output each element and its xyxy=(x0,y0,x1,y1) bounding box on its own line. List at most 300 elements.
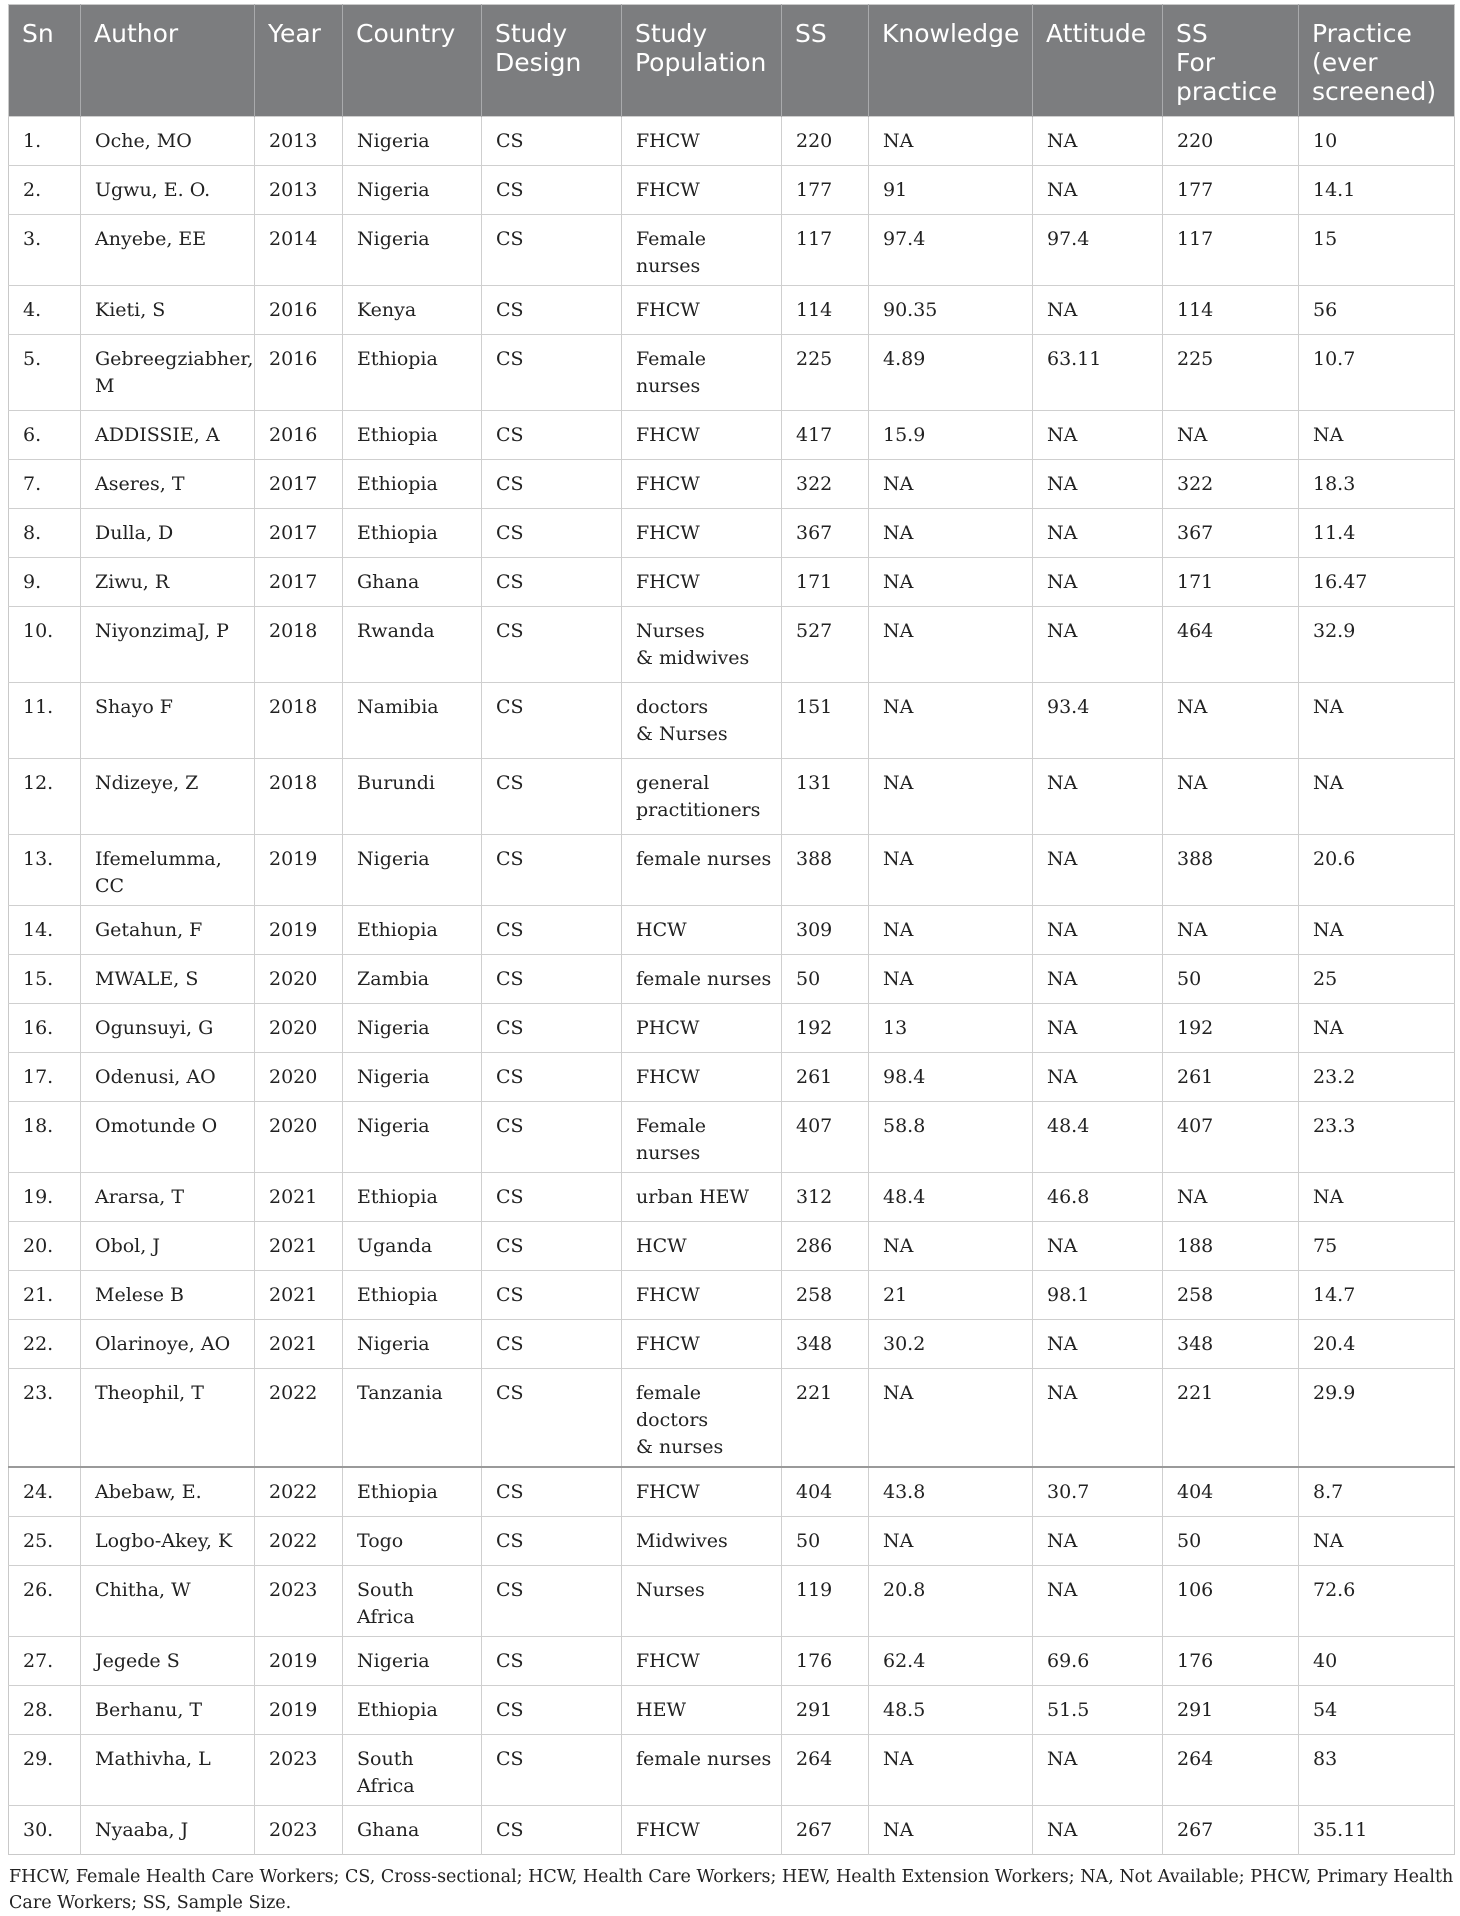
cell-author: MWALE, S xyxy=(81,955,255,1004)
cell-study-population: FHCW xyxy=(622,460,782,509)
cell-sn: 13. xyxy=(9,835,81,906)
cell-author: Kieti, S xyxy=(81,286,255,335)
cell-ss-for-practice: 50 xyxy=(1163,1517,1299,1566)
cell-ss-for-practice: 221 xyxy=(1163,1369,1299,1468)
cell-country: Nigeria xyxy=(343,166,482,215)
header-knowledge: Knowledge xyxy=(869,5,1033,117)
cell-study-design: CS xyxy=(482,835,622,906)
header-country: Country xyxy=(343,5,482,117)
cell-attitude: NA xyxy=(1033,558,1163,607)
header-practice: Practice (ever screened) xyxy=(1299,5,1455,117)
cell-ss-for-practice: 225 xyxy=(1163,335,1299,411)
cell-ss: 407 xyxy=(782,1102,869,1173)
cell-ss-for-practice: 261 xyxy=(1163,1053,1299,1102)
cell-author: Gebreegziabher, M xyxy=(81,335,255,411)
cell-study-design: CS xyxy=(482,335,622,411)
cell-attitude: NA xyxy=(1033,411,1163,460)
cell-attitude: NA xyxy=(1033,286,1163,335)
cell-country: South Africa xyxy=(343,1735,482,1806)
table-row xyxy=(9,1222,1455,1271)
cell-year: 2023 xyxy=(255,1806,343,1855)
cell-study-design: CS xyxy=(482,1173,622,1222)
table-row xyxy=(9,1566,1455,1637)
cell-study-design: CS xyxy=(482,759,622,835)
cell-ss-for-practice: NA xyxy=(1163,759,1299,835)
cell-ss: 50 xyxy=(782,955,869,1004)
cell-sn: 28. xyxy=(9,1686,81,1735)
cell-attitude: NA xyxy=(1033,117,1163,166)
cell-sn: 6. xyxy=(9,411,81,460)
cell-ss-for-practice: 388 xyxy=(1163,835,1299,906)
cell-practice: 23.2 xyxy=(1299,1053,1455,1102)
cell-author: Jegede S xyxy=(81,1637,255,1686)
table-row xyxy=(9,1271,1455,1320)
cell-author: Ziwu, R xyxy=(81,558,255,607)
cell-knowledge: NA xyxy=(869,1369,1033,1468)
cell-attitude: 69.6 xyxy=(1033,1637,1163,1686)
cell-ss-for-practice: 192 xyxy=(1163,1004,1299,1053)
cell-study-population: FHCW xyxy=(622,411,782,460)
cell-study-design: CS xyxy=(482,1004,622,1053)
cell-author: Olarinoye, AO xyxy=(81,1320,255,1369)
cell-country: Ethiopia xyxy=(343,1271,482,1320)
cell-knowledge: 15.9 xyxy=(869,411,1033,460)
cell-study-population: Midwives xyxy=(622,1517,782,1566)
cell-attitude: NA xyxy=(1033,1735,1163,1806)
cell-author: Odenusi, AO xyxy=(81,1053,255,1102)
cell-country: Nigeria xyxy=(343,1320,482,1369)
cell-ss: 192 xyxy=(782,1004,869,1053)
cell-author: Nyaaba, J xyxy=(81,1806,255,1855)
cell-author: Abebaw, E. xyxy=(81,1467,255,1517)
cell-attitude: NA xyxy=(1033,509,1163,558)
cell-country: Ethiopia xyxy=(343,1467,482,1517)
header-sn: Sn xyxy=(9,5,81,117)
cell-country: Burundi xyxy=(343,759,482,835)
cell-study-design: CS xyxy=(482,1566,622,1637)
cell-knowledge: 21 xyxy=(869,1271,1033,1320)
cell-author: ADDISSIE, A xyxy=(81,411,255,460)
cell-study-design: CS xyxy=(482,906,622,955)
cell-knowledge: 58.8 xyxy=(869,1102,1033,1173)
cell-study-design: CS xyxy=(482,509,622,558)
cell-ss: 264 xyxy=(782,1735,869,1806)
cell-year: 2016 xyxy=(255,286,343,335)
cell-ss-for-practice: 106 xyxy=(1163,1566,1299,1637)
header-ss: SS xyxy=(782,5,869,117)
cell-study-population: HCW xyxy=(622,906,782,955)
cell-knowledge: 48.5 xyxy=(869,1686,1033,1735)
cell-author: Ogunsuyi, G xyxy=(81,1004,255,1053)
cell-author: Getahun, F xyxy=(81,906,255,955)
cell-practice: 11.4 xyxy=(1299,509,1455,558)
cell-ss: 291 xyxy=(782,1686,869,1735)
cell-country: Ghana xyxy=(343,1806,482,1855)
cell-knowledge: 91 xyxy=(869,166,1033,215)
cell-ss-for-practice: 171 xyxy=(1163,558,1299,607)
cell-study-design: CS xyxy=(482,1467,622,1517)
cell-year: 2022 xyxy=(255,1467,343,1517)
cell-practice: NA xyxy=(1299,683,1455,759)
cell-ss: 367 xyxy=(782,509,869,558)
cell-attitude: 63.11 xyxy=(1033,335,1163,411)
cell-practice: 16.47 xyxy=(1299,558,1455,607)
table-row xyxy=(9,215,1455,286)
table-row xyxy=(9,759,1455,835)
header-ss-for-practice: SS For practice xyxy=(1163,5,1299,117)
cell-study-population: FHCW xyxy=(622,1053,782,1102)
cell-sn: 14. xyxy=(9,906,81,955)
cell-practice: NA xyxy=(1299,1173,1455,1222)
cell-year: 2013 xyxy=(255,166,343,215)
cell-author: Omotunde O xyxy=(81,1102,255,1173)
table-body xyxy=(9,117,1455,1855)
cell-practice: 29.9 xyxy=(1299,1369,1455,1468)
cell-ss: 177 xyxy=(782,166,869,215)
cell-study-design: CS xyxy=(482,1517,622,1566)
cell-study-design: CS xyxy=(482,166,622,215)
cell-attitude: NA xyxy=(1033,1053,1163,1102)
cell-ss-for-practice: 117 xyxy=(1163,215,1299,286)
cell-author: Ararsa, T xyxy=(81,1173,255,1222)
cell-country: South Africa xyxy=(343,1566,482,1637)
table-row xyxy=(9,1686,1455,1735)
cell-year: 2017 xyxy=(255,460,343,509)
cell-practice: 32.9 xyxy=(1299,607,1455,683)
cell-sn: 17. xyxy=(9,1053,81,1102)
cell-sn: 25. xyxy=(9,1517,81,1566)
cell-practice: 72.6 xyxy=(1299,1566,1455,1637)
cell-study-design: CS xyxy=(482,683,622,759)
cell-study-population: female nurses xyxy=(622,1735,782,1806)
cell-ss: 119 xyxy=(782,1566,869,1637)
cell-author: Berhanu, T xyxy=(81,1686,255,1735)
cell-study-population: doctors & Nurses xyxy=(622,683,782,759)
cell-study-design: CS xyxy=(482,1222,622,1271)
table-row xyxy=(9,509,1455,558)
cell-study-design: CS xyxy=(482,558,622,607)
cell-year: 2021 xyxy=(255,1271,343,1320)
cell-year: 2023 xyxy=(255,1735,343,1806)
cell-ss: 225 xyxy=(782,335,869,411)
cell-ss-for-practice: 322 xyxy=(1163,460,1299,509)
cell-study-design: CS xyxy=(482,1637,622,1686)
table-footnote: FHCW, Female Health Care Workers; CS, Cross-sectional; HCW, Health Care Workers; HEW, Health Extension Workers; NA, Not Available; PHCW, Primary Health Care Workers; SS, Sample Size. xyxy=(9,1867,1454,1913)
cell-study-design: CS xyxy=(482,1320,622,1369)
cell-country: Ethiopia xyxy=(343,411,482,460)
cell-practice: 25 xyxy=(1299,955,1455,1004)
cell-attitude: 46.8 xyxy=(1033,1173,1163,1222)
cell-country: Namibia xyxy=(343,683,482,759)
cell-attitude: NA xyxy=(1033,835,1163,906)
cell-practice: 20.4 xyxy=(1299,1320,1455,1369)
cell-study-population: Female nurses xyxy=(622,215,782,286)
table-header xyxy=(9,5,1455,117)
cell-sn: 30. xyxy=(9,1806,81,1855)
cell-ss-for-practice: 50 xyxy=(1163,955,1299,1004)
cell-year: 2018 xyxy=(255,759,343,835)
cell-ss-for-practice: NA xyxy=(1163,906,1299,955)
table-row xyxy=(9,1004,1455,1053)
cell-ss: 171 xyxy=(782,558,869,607)
cell-country: Rwanda xyxy=(343,607,482,683)
cell-sn: 8. xyxy=(9,509,81,558)
cell-study-design: CS xyxy=(482,1369,622,1468)
cell-knowledge: 13 xyxy=(869,1004,1033,1053)
cell-attitude: NA xyxy=(1033,460,1163,509)
cell-ss-for-practice: 291 xyxy=(1163,1686,1299,1735)
cell-country: Zambia xyxy=(343,955,482,1004)
cell-ss-for-practice: 258 xyxy=(1163,1271,1299,1320)
cell-study-design: CS xyxy=(482,955,622,1004)
cell-attitude: NA xyxy=(1033,1806,1163,1855)
cell-study-population: FHCW xyxy=(622,1320,782,1369)
cell-year: 2023 xyxy=(255,1566,343,1637)
cell-sn: 21. xyxy=(9,1271,81,1320)
cell-study-population: urban HEW xyxy=(622,1173,782,1222)
studies-table xyxy=(8,4,1455,1855)
cell-knowledge: NA xyxy=(869,955,1033,1004)
cell-country: Nigeria xyxy=(343,1637,482,1686)
cell-knowledge: 43.8 xyxy=(869,1467,1033,1517)
table-row xyxy=(9,1517,1455,1566)
cell-country: Nigeria xyxy=(343,215,482,286)
cell-ss-for-practice: 267 xyxy=(1163,1806,1299,1855)
cell-country: Uganda xyxy=(343,1222,482,1271)
table-row xyxy=(9,1637,1455,1686)
cell-author: Ndizeye, Z xyxy=(81,759,255,835)
cell-knowledge: NA xyxy=(869,460,1033,509)
cell-knowledge: NA xyxy=(869,835,1033,906)
cell-sn: 2. xyxy=(9,166,81,215)
cell-attitude: NA xyxy=(1033,1004,1163,1053)
table-row xyxy=(9,1735,1455,1806)
cell-country: Nigeria xyxy=(343,1053,482,1102)
cell-ss: 322 xyxy=(782,460,869,509)
cell-sn: 12. xyxy=(9,759,81,835)
cell-author: Melese B xyxy=(81,1271,255,1320)
cell-practice: 14.7 xyxy=(1299,1271,1455,1320)
cell-knowledge: 48.4 xyxy=(869,1173,1033,1222)
cell-ss-for-practice: NA xyxy=(1163,1173,1299,1222)
cell-ss-for-practice: NA xyxy=(1163,683,1299,759)
header-study-population: Study Population xyxy=(622,5,782,117)
cell-year: 2019 xyxy=(255,835,343,906)
cell-year: 2018 xyxy=(255,607,343,683)
cell-sn: 29. xyxy=(9,1735,81,1806)
cell-practice: 23.3 xyxy=(1299,1102,1455,1173)
cell-ss: 267 xyxy=(782,1806,869,1855)
cell-country: Ethiopia xyxy=(343,509,482,558)
table-row xyxy=(9,558,1455,607)
table-row xyxy=(9,1053,1455,1102)
cell-study-design: CS xyxy=(482,1053,622,1102)
cell-study-population: PHCW xyxy=(622,1004,782,1053)
cell-ss-for-practice: 404 xyxy=(1163,1467,1299,1517)
cell-practice: NA xyxy=(1299,1004,1455,1053)
table-row xyxy=(9,1806,1455,1855)
cell-knowledge: NA xyxy=(869,906,1033,955)
cell-year: 2016 xyxy=(255,335,343,411)
cell-study-population: female doctors & nurses xyxy=(622,1369,782,1468)
cell-year: 2021 xyxy=(255,1173,343,1222)
cell-attitude: 97.4 xyxy=(1033,215,1163,286)
cell-practice: 40 xyxy=(1299,1637,1455,1686)
cell-year: 2019 xyxy=(255,1686,343,1735)
cell-ss: 309 xyxy=(782,906,869,955)
cell-ss: 117 xyxy=(782,215,869,286)
cell-study-design: CS xyxy=(482,1102,622,1173)
cell-practice: 14.1 xyxy=(1299,166,1455,215)
cell-year: 2021 xyxy=(255,1320,343,1369)
cell-sn: 11. xyxy=(9,683,81,759)
cell-study-population: FHCW xyxy=(622,1806,782,1855)
cell-sn: 24. xyxy=(9,1467,81,1517)
table-row xyxy=(9,835,1455,906)
cell-year: 2016 xyxy=(255,411,343,460)
cell-practice: 54 xyxy=(1299,1686,1455,1735)
cell-year: 2019 xyxy=(255,906,343,955)
cell-country: Kenya xyxy=(343,286,482,335)
cell-knowledge: NA xyxy=(869,683,1033,759)
cell-study-population: FHCW xyxy=(622,117,782,166)
cell-practice: 56 xyxy=(1299,286,1455,335)
cell-ss: 50 xyxy=(782,1517,869,1566)
cell-country: Nigeria xyxy=(343,117,482,166)
table-row xyxy=(9,286,1455,335)
cell-knowledge: 4.89 xyxy=(869,335,1033,411)
table-row xyxy=(9,955,1455,1004)
cell-ss: 417 xyxy=(782,411,869,460)
cell-sn: 3. xyxy=(9,215,81,286)
cell-study-population: FHCW xyxy=(622,558,782,607)
cell-ss-for-practice: NA xyxy=(1163,411,1299,460)
cell-year: 2021 xyxy=(255,1222,343,1271)
cell-country: Ethiopia xyxy=(343,335,482,411)
table-row xyxy=(9,1369,1455,1468)
cell-attitude: NA xyxy=(1033,1517,1163,1566)
cell-country: Ethiopia xyxy=(343,906,482,955)
cell-year: 2020 xyxy=(255,1053,343,1102)
cell-country: Ethiopia xyxy=(343,1686,482,1735)
cell-knowledge: 98.4 xyxy=(869,1053,1033,1102)
cell-attitude: 30.7 xyxy=(1033,1467,1163,1517)
cell-ss-for-practice: 264 xyxy=(1163,1735,1299,1806)
cell-ss: 176 xyxy=(782,1637,869,1686)
studies-table-container xyxy=(8,4,1454,1916)
cell-year: 2020 xyxy=(255,1102,343,1173)
cell-study-design: CS xyxy=(482,117,622,166)
cell-knowledge: 30.2 xyxy=(869,1320,1033,1369)
cell-knowledge: NA xyxy=(869,1222,1033,1271)
cell-ss-for-practice: 407 xyxy=(1163,1102,1299,1173)
header-row xyxy=(9,5,1455,117)
cell-ss: 388 xyxy=(782,835,869,906)
cell-knowledge: NA xyxy=(869,117,1033,166)
cell-ss: 261 xyxy=(782,1053,869,1102)
cell-ss-for-practice: 348 xyxy=(1163,1320,1299,1369)
table-row xyxy=(9,1467,1455,1517)
cell-study-population: Female nurses xyxy=(622,335,782,411)
cell-author: NiyonzimaJ, P xyxy=(81,607,255,683)
cell-year: 2022 xyxy=(255,1517,343,1566)
cell-practice: 83 xyxy=(1299,1735,1455,1806)
cell-author: Oche, MO xyxy=(81,117,255,166)
cell-ss: 221 xyxy=(782,1369,869,1468)
cell-country: Ghana xyxy=(343,558,482,607)
cell-ss: 114 xyxy=(782,286,869,335)
cell-sn: 26. xyxy=(9,1566,81,1637)
cell-study-design: CS xyxy=(482,1806,622,1855)
cell-knowledge: NA xyxy=(869,1806,1033,1855)
cell-country: Ethiopia xyxy=(343,1173,482,1222)
cell-country: Nigeria xyxy=(343,1102,482,1173)
cell-attitude: 48.4 xyxy=(1033,1102,1163,1173)
cell-study-population: female nurses xyxy=(622,955,782,1004)
cell-study-population: Nurses & midwives xyxy=(622,607,782,683)
cell-year: 2020 xyxy=(255,1004,343,1053)
cell-knowledge: 20.8 xyxy=(869,1566,1033,1637)
cell-knowledge: 97.4 xyxy=(869,215,1033,286)
cell-author: Mathivha, L xyxy=(81,1735,255,1806)
cell-year: 2017 xyxy=(255,558,343,607)
cell-attitude: NA xyxy=(1033,759,1163,835)
cell-attitude: NA xyxy=(1033,1369,1163,1468)
header-year: Year xyxy=(255,5,343,117)
cell-study-population: FHCW xyxy=(622,1271,782,1320)
cell-practice: 18.3 xyxy=(1299,460,1455,509)
table-row xyxy=(9,1173,1455,1222)
cell-knowledge: NA xyxy=(869,558,1033,607)
cell-ss: 258 xyxy=(782,1271,869,1320)
cell-sn: 9. xyxy=(9,558,81,607)
table-row xyxy=(9,460,1455,509)
cell-year: 2017 xyxy=(255,509,343,558)
table-row xyxy=(9,1102,1455,1173)
cell-ss: 151 xyxy=(782,683,869,759)
table-row xyxy=(9,1320,1455,1369)
cell-year: 2022 xyxy=(255,1369,343,1468)
cell-sn: 10. xyxy=(9,607,81,683)
cell-practice: NA xyxy=(1299,906,1455,955)
cell-practice: 8.7 xyxy=(1299,1467,1455,1517)
cell-sn: 16. xyxy=(9,1004,81,1053)
cell-study-population: female nurses xyxy=(622,835,782,906)
cell-ss-for-practice: 367 xyxy=(1163,509,1299,558)
cell-ss: 131 xyxy=(782,759,869,835)
cell-ss-for-practice: 176 xyxy=(1163,1637,1299,1686)
cell-sn: 19. xyxy=(9,1173,81,1222)
cell-knowledge: NA xyxy=(869,759,1033,835)
cell-knowledge: NA xyxy=(869,1735,1033,1806)
cell-study-population: FHCW xyxy=(622,509,782,558)
cell-country: Nigeria xyxy=(343,1004,482,1053)
cell-year: 2013 xyxy=(255,117,343,166)
cell-country: Togo xyxy=(343,1517,482,1566)
cell-sn: 23. xyxy=(9,1369,81,1468)
cell-practice: 75 xyxy=(1299,1222,1455,1271)
cell-study-design: CS xyxy=(482,286,622,335)
cell-attitude: NA xyxy=(1033,166,1163,215)
cell-year: 2018 xyxy=(255,683,343,759)
cell-sn: 4. xyxy=(9,286,81,335)
cell-practice: 20.6 xyxy=(1299,835,1455,906)
table-row xyxy=(9,411,1455,460)
cell-sn: 22. xyxy=(9,1320,81,1369)
cell-sn: 27. xyxy=(9,1637,81,1686)
cell-country: Ethiopia xyxy=(343,460,482,509)
cell-knowledge: 90.35 xyxy=(869,286,1033,335)
